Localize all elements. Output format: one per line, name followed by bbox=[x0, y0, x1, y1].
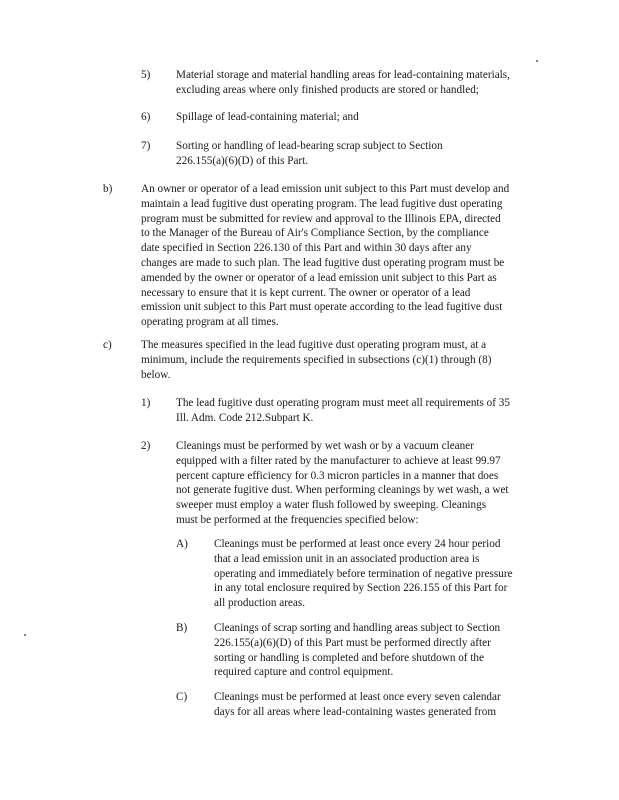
item-label: 5) bbox=[141, 69, 151, 81]
item-label: b) bbox=[103, 183, 113, 195]
item-label: 6) bbox=[141, 111, 151, 123]
item-text: The lead fugitive dust operating program must meet all requirements of 35 Ill. Adm. Code 212.Subpart K. bbox=[176, 397, 510, 424]
item-text: Sorting or handling of lead-bearing scrap subject to Section 226.155(a)(6)(D) of this Part. bbox=[176, 140, 443, 167]
item-text: Cleanings must be performed at least once every seven calendar days for all areas where lead-containing wastes generated from bbox=[214, 691, 501, 718]
item-text: The measures specified in the lead fugitive dust operating program must, at a minimum, include the requirements specified in subsections (c)(1) through (8) below. bbox=[141, 339, 492, 381]
item-text: Spillage of lead-containing material; and bbox=[176, 111, 359, 123]
item-label: 7) bbox=[141, 140, 151, 152]
item-text: An owner or operator of a lead emission unit subject to this Part must develop and maintain a lead fugitive dust operating program. The lead fugitive dust operating program must be submitted for review and approval to the Illinois EPA, directed to the Manager of the Bureau of Air's Compliance Section, by the compliance date specified in Section 226.130 of this Part and within 30 days after any changes are made to such plan. The lead fugitive dust operating program must be amended by the owner or operator of a lead emission unit subject to this Part as necessary to ensure that it is kept current. The owner or operator of a lead emission unit subject to this Part must operate according to the lead fugitive dust operating program at all times. bbox=[141, 183, 510, 329]
item-label: A) bbox=[176, 538, 188, 550]
item-text: Cleanings of scrap sorting and handling areas subject to Section 226.155(a)(6)(D) of this Part must be performed directly after sorting or handling is completed and before shutdown of the required capture and control equipment. bbox=[214, 622, 501, 679]
item-label: 1) bbox=[141, 397, 151, 409]
item-text: Material storage and material handling areas for lead-containing materials, excluding areas where only finished products are stored or handled; bbox=[176, 69, 510, 96]
item-text: Cleanings must be performed by wet wash or by a vacuum cleaner equipped with a filter rated by the manufacturer to achieve at least 99.97 percent capture efficiency for 0.3 micron particles in a manner that does not generate fugitive dust. When performing cleanings by wet wash, a wet sweeper must employ a water flush followed by sweeping. Cleanings must be performed at the frequencies specified below: bbox=[176, 440, 509, 526]
item-label: c) bbox=[103, 339, 112, 351]
item-text: Cleanings must be performed at least once every 24 hour period that a lead emission unit in an associated production area is operating and immediately before termination of negative pressure in any total enclosure required by Section 226.155 of this Part for all production areas. bbox=[214, 538, 513, 610]
scan-speck bbox=[536, 60, 538, 62]
scan-speck bbox=[24, 634, 26, 636]
item-label: 2) bbox=[141, 440, 151, 452]
item-label: B) bbox=[176, 622, 188, 634]
item-label: C) bbox=[176, 691, 188, 703]
